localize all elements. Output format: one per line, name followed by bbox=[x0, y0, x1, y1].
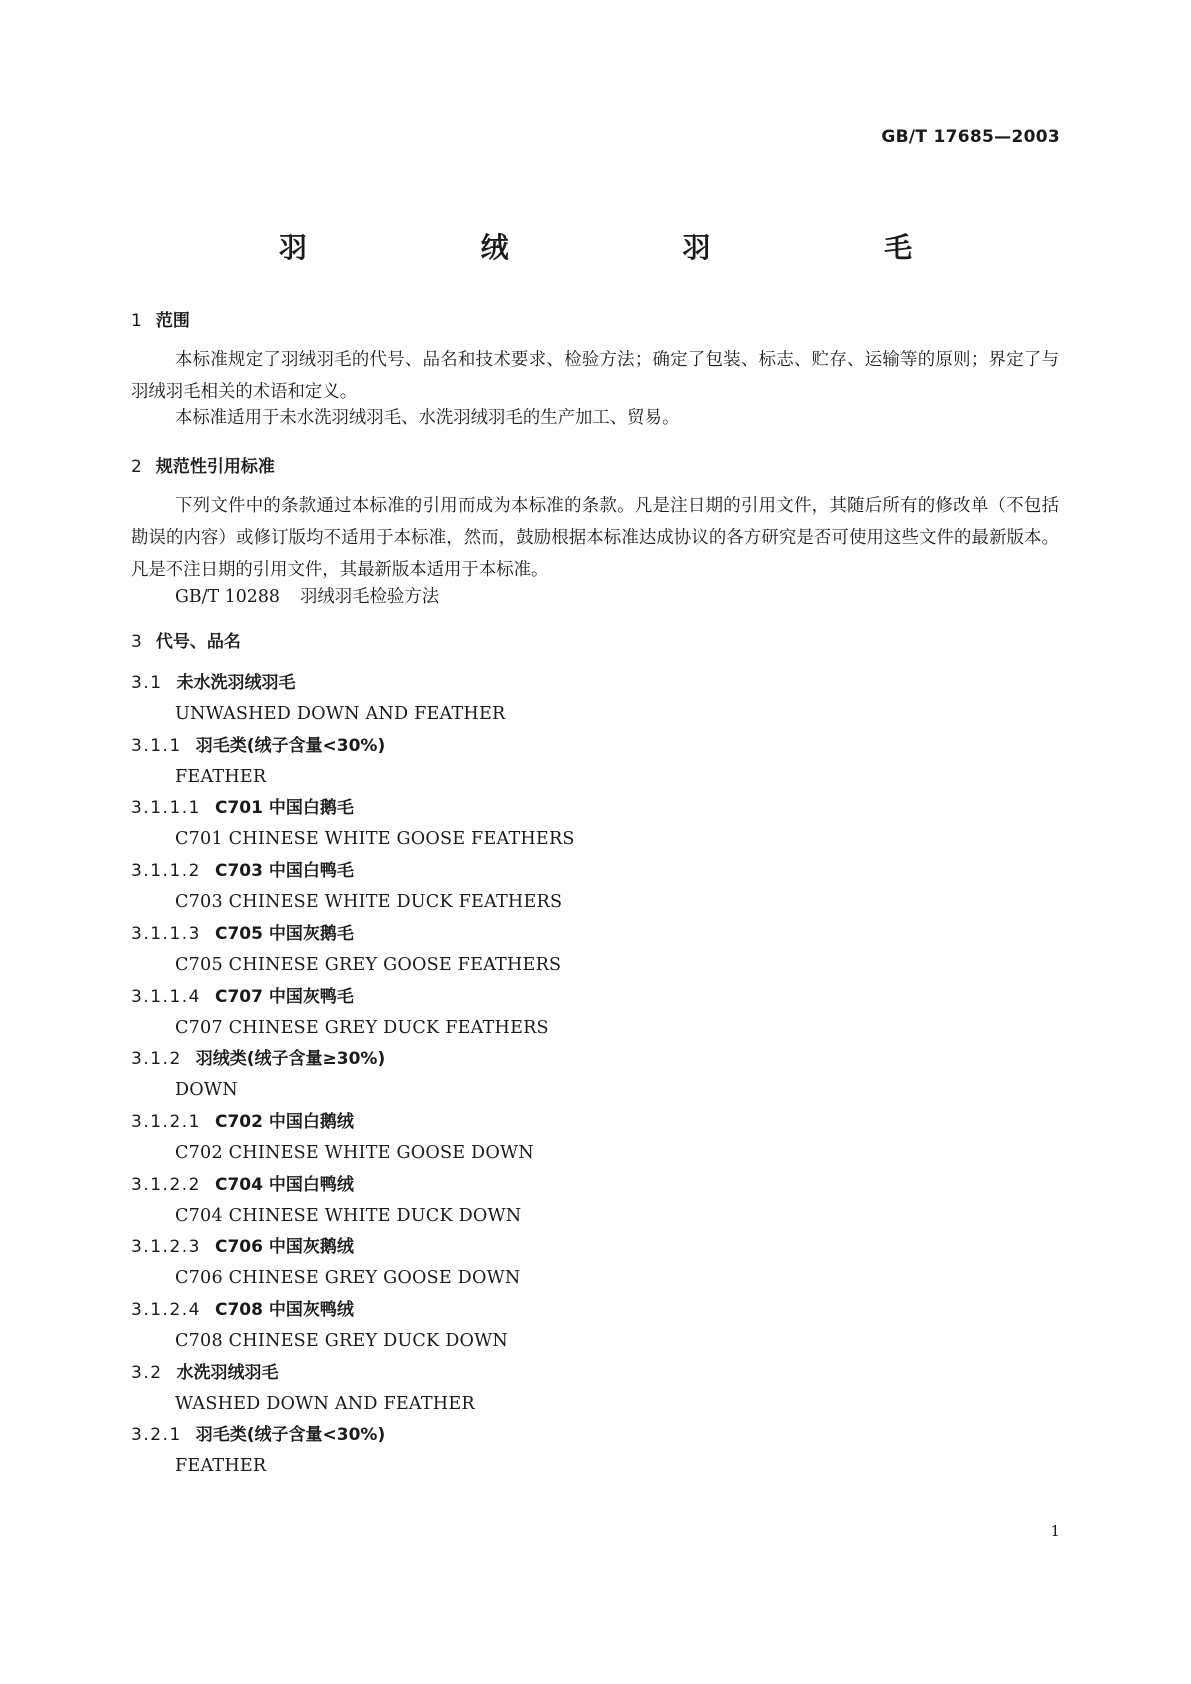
entry-chinese-name: 水洗羽绒羽毛 bbox=[176, 1362, 279, 1383]
entry-number: 3.1.1.3 bbox=[131, 923, 201, 944]
entry-chinese-name: C708 中国灰鸭绒 bbox=[214, 1300, 354, 1320]
entry-english-name: C706 CHINESE GREY GOOSE DOWN bbox=[175, 1268, 521, 1289]
code-entry bbox=[131, 1044, 385, 1106]
code-entry bbox=[131, 1232, 520, 1294]
entry-english-name: WASHED DOWN AND FEATHER bbox=[175, 1393, 475, 1414]
entry-number: 3.1.2.4 bbox=[131, 1300, 201, 1320]
entry-heading bbox=[131, 668, 505, 699]
entry-english-name: C708 CHINESE GREY DUCK DOWN bbox=[175, 1331, 509, 1351]
entry-number: 3.1.2.2 bbox=[131, 1174, 201, 1195]
entry-heading bbox=[131, 919, 561, 950]
entry-heading bbox=[131, 982, 549, 1013]
entry-heading bbox=[131, 1170, 521, 1201]
entry-number: 3.1.1.2 bbox=[131, 861, 201, 882]
code-entry bbox=[131, 982, 549, 1044]
entry-english-name: UNWASHED DOWN AND FEATHER bbox=[175, 704, 506, 724]
section-title: 范围 bbox=[155, 311, 190, 331]
code-entry bbox=[131, 1107, 534, 1169]
entry-chinese-name: C703 中国白鸭毛 bbox=[214, 861, 354, 882]
entry-english-name: C705 CHINESE GREY GOOSE FEATHERS bbox=[175, 954, 562, 975]
section-heading-1 bbox=[131, 306, 190, 331]
entry-number: 3.1.2.1 bbox=[131, 1111, 201, 1132]
entry-chinese-name: 未水洗羽绒羽毛 bbox=[176, 673, 296, 693]
paragraph: 本标准适用于未水洗羽绒羽毛、水洗羽绒羽毛的生产加工、贸易。 bbox=[175, 408, 680, 428]
entry-heading bbox=[131, 1358, 475, 1389]
entry-heading bbox=[131, 1044, 385, 1075]
section-heading-2 bbox=[131, 452, 275, 477]
entry-english-name: C703 CHINESE WHITE DUCK FEATHERS bbox=[175, 892, 563, 913]
section-title: 规范性引用标准 bbox=[155, 457, 275, 477]
entry-chinese-name: 羽毛类(绒子含量<30%) bbox=[195, 735, 386, 756]
entry-english-name: FEATHER bbox=[175, 766, 267, 787]
entry-chinese-name: C704 中国白鸭绒 bbox=[214, 1174, 354, 1195]
entry-heading bbox=[131, 793, 575, 824]
entry-chinese-name: C701 中国白鹅毛 bbox=[214, 798, 354, 819]
entry-english-name: DOWN bbox=[175, 1080, 238, 1101]
entry-heading bbox=[131, 1107, 534, 1138]
page-number: 1 bbox=[1050, 1522, 1060, 1540]
entry-english-name: C707 CHINESE GREY DUCK FEATHERS bbox=[175, 1017, 549, 1038]
code-entry bbox=[131, 1295, 508, 1357]
entry-number: 3.1.1 bbox=[131, 735, 182, 756]
entry-english-name: C704 CHINESE WHITE DUCK DOWN bbox=[175, 1205, 522, 1226]
code-entry bbox=[131, 1420, 385, 1482]
entry-chinese-name: 羽毛类(绒子含量<30%) bbox=[195, 1425, 386, 1446]
section-title: 代号、品名 bbox=[155, 632, 241, 652]
entry-heading bbox=[131, 1232, 520, 1263]
entry-number: 3.1.2 bbox=[131, 1049, 182, 1070]
paragraph: 下列文件中的条款通过本标准的引用而成为本标准的条款。凡是注日期的引用文件，其随后所有的修改单（不包括勘误的内容）或修订版均不适用于本标准，然而，鼓励根据本标准达成协议的各方研究是否可使用这些文件的最新版本。凡是不注日期的引用文件，其最新版本适用于本标准。 bbox=[131, 496, 1059, 580]
code-entry bbox=[131, 856, 562, 918]
entry-english-name: FEATHER bbox=[175, 1456, 267, 1477]
entry-number: 3.1.1.1 bbox=[131, 798, 201, 819]
section-heading-3 bbox=[131, 627, 241, 652]
entry-chinese-name: 羽绒类(绒子含量≥30%) bbox=[195, 1049, 386, 1070]
paragraph: 本标准规定了羽绒羽毛的代号、品名和技术要求、检验方法；确定了包装、标志、贮存、运输等的原则；界定了与羽绒羽毛相关的术语和定义。 bbox=[131, 350, 1059, 402]
section-number: 1 bbox=[131, 311, 142, 331]
entry-number: 3.1.1.4 bbox=[131, 986, 201, 1007]
entry-chinese-name: C707 中国灰鸭毛 bbox=[214, 986, 354, 1007]
section-number: 3 bbox=[131, 632, 142, 652]
entry-heading bbox=[131, 731, 385, 762]
entry-number: 3.1 bbox=[131, 673, 163, 693]
code-entry bbox=[131, 731, 385, 793]
entry-english-name: C702 CHINESE WHITE GOOSE DOWN bbox=[175, 1142, 534, 1163]
entry-number: 3.2.1 bbox=[131, 1425, 182, 1446]
entry-number: 3.1.2.3 bbox=[131, 1237, 201, 1258]
normative-reference bbox=[175, 582, 439, 607]
standard-code: GB/T 17685—2003 bbox=[881, 127, 1060, 147]
entry-heading bbox=[131, 1295, 508, 1326]
section-number: 2 bbox=[131, 457, 142, 477]
code-entry bbox=[131, 668, 505, 730]
entry-chinese-name: C705 中国灰鹅毛 bbox=[214, 923, 354, 944]
code-entry bbox=[131, 1170, 521, 1232]
entry-number: 3.2 bbox=[131, 1362, 163, 1383]
code-entry bbox=[131, 919, 561, 981]
entry-chinese-name: C706 中国灰鹅绒 bbox=[214, 1237, 354, 1258]
reference-code: GB/T 10288 bbox=[175, 587, 280, 607]
document-title: 羽 绒 羽 毛 bbox=[278, 231, 995, 264]
entry-heading bbox=[131, 856, 562, 887]
code-entry bbox=[131, 793, 575, 855]
entry-chinese-name: C702 中国白鹅绒 bbox=[214, 1111, 354, 1132]
entry-english-name: C701 CHINESE WHITE GOOSE FEATHERS bbox=[175, 829, 575, 850]
entry-heading bbox=[131, 1420, 385, 1451]
code-entry bbox=[131, 1358, 475, 1420]
reference-title: 羽绒羽毛检验方法 bbox=[299, 587, 440, 607]
